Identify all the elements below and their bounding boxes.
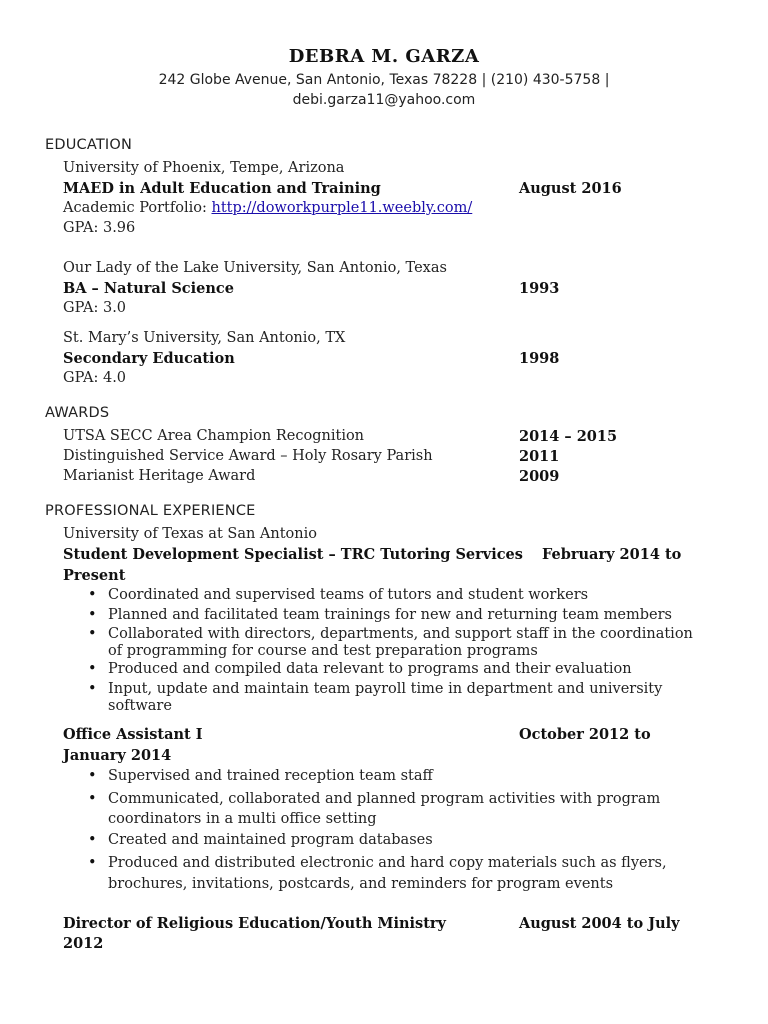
job-title: Office Assistant I — [63, 726, 203, 743]
edu-gpa: GPA: 3.96 — [63, 220, 136, 236]
job-date-cont: 2012 — [63, 935, 104, 952]
award-date: 2011 — [519, 448, 560, 465]
edu-portfolio — [63, 200, 472, 216]
bullet-text: Collaborated with directors, departments, and support staff in the coordination — [108, 626, 693, 642]
edu-gpa: GPA: 3.0 — [63, 300, 127, 316]
edu-degree: Secondary Education — [63, 350, 235, 367]
bullet-text-cont: of programming for course and test preparation programs — [108, 643, 538, 659]
edu-date: 1998 — [519, 350, 560, 367]
bullet-text: Coordinated and supervised teams of tutors and student workers — [108, 587, 589, 603]
bullet-text: Created and maintained program databases — [108, 832, 433, 848]
education-heading: EDUCATION — [45, 137, 133, 153]
bullet-dot: • — [88, 768, 97, 784]
bullet-dot: • — [88, 661, 97, 677]
bullet-dot: • — [88, 791, 97, 807]
edu-gpa: GPA: 4.0 — [63, 370, 127, 386]
job-date: February 2014 to — [542, 546, 682, 563]
bullet-dot: • — [88, 855, 97, 871]
bullet-dot: • — [88, 587, 97, 603]
award-name: Marianist Heritage Award — [63, 468, 256, 484]
employer: University of Texas at San Antonio — [63, 526, 317, 542]
bullet-dot: • — [88, 681, 97, 697]
bullet-dot: • — [88, 607, 97, 623]
edu-date: August 2016 — [519, 180, 622, 197]
bullet-text-cont: coordinators in a multi office setting — [108, 811, 377, 827]
job-date: October 2012 to — [519, 726, 651, 743]
bullet-text: Produced and distributed electronic and hard copy materials such as flyers, — [108, 855, 667, 871]
edu-date: 1993 — [519, 280, 560, 297]
award-name: UTSA SECC Area Champion Recognition — [63, 428, 365, 444]
job-title: Student Development Specialist – TRC Tutoring Services — [63, 546, 523, 563]
award-date: 2009 — [519, 468, 560, 485]
edu-school: St. Mary’s University, San Antonio, TX — [63, 330, 346, 346]
bullet-text: Supervised and trained reception team staff — [108, 768, 433, 784]
portfolio-link[interactable]: http://doworkpurple11.weebly.com/ — [211, 200, 473, 216]
job-date-cont: January 2014 — [63, 747, 172, 764]
job-date: August 2004 to July — [519, 915, 680, 932]
award-date: 2014 – 2015 — [519, 428, 618, 445]
portfolio-label: Academic Portfolio: — [63, 200, 212, 216]
awards-heading: AWARDS — [45, 405, 110, 421]
bullet-text-cont: software — [108, 698, 172, 714]
bullet-dot: • — [88, 626, 97, 642]
bullet-text-cont: brochures, invitations, postcards, and reminders for program events — [108, 876, 614, 892]
award-name: Distinguished Service Award – Holy Rosary Parish — [63, 448, 433, 464]
bullet-text: Input, update and maintain team payroll time in department and university — [108, 681, 663, 697]
edu-school: University of Phoenix, Tempe, Arizona — [63, 160, 345, 176]
experience-heading: PROFESSIONAL EXPERIENCE — [45, 503, 256, 519]
edu-degree: BA – Natural Science — [63, 280, 234, 297]
resume-name: DEBRA M. GARZA — [288, 46, 480, 67]
job-title: Director of Religious Education/Youth Ministry — [63, 915, 446, 932]
job-date-cont: Present — [63, 567, 126, 584]
contact-line-email: debi.garza11@yahoo.com — [292, 92, 476, 108]
edu-degree: MAED in Adult Education and Training — [63, 180, 381, 197]
bullet-text: Planned and facilitated team trainings for new and returning team members — [108, 607, 672, 623]
bullet-dot: • — [88, 832, 97, 848]
contact-line-address: 242 Globe Avenue, San Antonio, Texas 78228 | (210) 430-5758 | — [158, 72, 610, 88]
bullet-text: Produced and compiled data relevant to programs and their evaluation — [108, 661, 632, 677]
edu-school: Our Lady of the Lake University, San Antonio, Texas — [63, 260, 447, 276]
bullet-text: Communicated, collaborated and planned program activities with program — [108, 791, 661, 807]
